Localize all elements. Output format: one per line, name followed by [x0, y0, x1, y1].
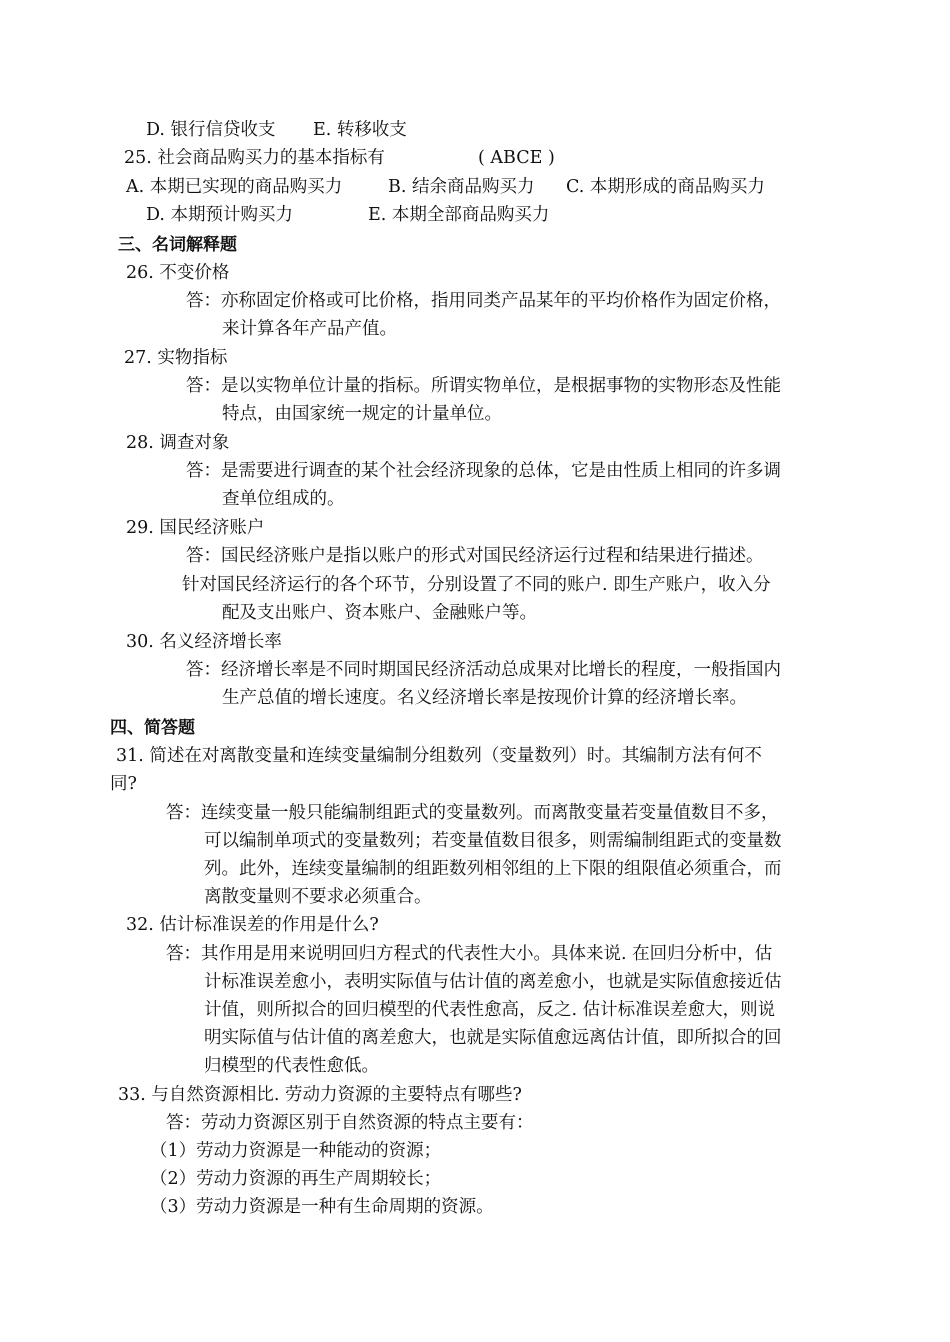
q25-answer: ( ABCE ) — [478, 148, 555, 168]
term-title: 28. 调查对象 — [126, 433, 230, 453]
q25-option-a: A. 本期已实现的商品购买力 — [126, 177, 343, 197]
answer-line: 可以编制单项式的变量数列；若变量值数目很多，则需编制组距式的变量数 — [204, 831, 782, 851]
list-item: （1）劳动力资源是一种能动的资源； — [150, 1141, 442, 1161]
answer-line: 答：经济增长率是不同时期国民经济活动总成果对比增长的程度，一般指国内 — [186, 660, 781, 680]
q25-option-d: D. 本期预计购买力 — [146, 205, 294, 225]
answer-line: 配及支出账户、资本账户、金融账户等。 — [222, 603, 537, 623]
q32-question: 32. 估计标准误差的作用是什么? — [126, 915, 379, 935]
answer-line: 来计算各年产品产值。 — [222, 319, 397, 339]
term-title: 26. 不变价格 — [126, 263, 230, 283]
answer-line: 针对国民经济运行的各个环节，分别设置了不同的账户. 即生产账户，收入分 — [182, 575, 771, 595]
term-title: 29. 国民经济账户 — [126, 518, 265, 538]
term-title: 30. 名义经济增长率 — [126, 632, 282, 652]
term-title: 27. 实物指标 — [124, 348, 228, 368]
answer-line: 答：亦称固定价格或可比价格，指用同类产品某年的平均价格作为固定价格， — [186, 291, 781, 311]
answer-line: 答：其作用是用来说明回归方程式的代表性大小。具体来说. 在回归分析中，估 — [166, 944, 773, 964]
answer-line: 答：劳动力资源区别于自然资源的特点主要有： — [166, 1113, 534, 1133]
q24-option-e: E. 转移收支 — [313, 120, 407, 140]
answer-line: 计值，则所拟合的回归模型的代表性愈高，反之. 估计标准误差愈大，则说 — [204, 1000, 776, 1020]
answer-line: 明实际值与估计值的离差愈大，也就是实际值愈远离估计值，即所拟合的回 — [204, 1028, 782, 1048]
answer-line: 答：连续变量一般只能编制组距式的变量数列。而离散变量若变量值数目不多， — [166, 803, 779, 823]
answer-line: 计标准误差愈小，表明实际值与估计值的离差愈小，也就是实际值愈接近估 — [204, 972, 782, 992]
list-item: （3）劳动力资源是一种有生命周期的资源。 — [150, 1197, 494, 1217]
q33-question: 33. 与自然资源相比. 劳动力资源的主要特点有哪些? — [118, 1085, 522, 1105]
q25-option-c: C. 本期形成的商品购买力 — [566, 177, 765, 197]
list-item: （2）劳动力资源的再生产周期较长； — [150, 1169, 442, 1189]
answer-line: 生产总值的增长速度。名义经济增长率是按现价计算的经济增长率。 — [222, 688, 747, 708]
q31-question: 31. 简述在对离散变量和连续变量编制分组数列（变量数列）时。其编制方法有何不 — [116, 746, 762, 766]
answer-line: 查单位组成的。 — [222, 489, 345, 509]
answer-line: 离散变量则不要求必须重合。 — [204, 887, 432, 907]
q25-option-b: B. 结余商品购买力 — [388, 177, 535, 197]
answer-line: 答：国民经济账户是指以账户的形式对国民经济运行过程和结果进行描述。 — [186, 546, 764, 566]
answer-line: 特点，由国家统一规定的计量单位。 — [222, 404, 502, 424]
section-heading-short-answer: 四、简答题 — [110, 718, 195, 738]
q31-question-cont: 同? — [110, 774, 137, 794]
answer-line: 列。此外，连续变量编制的组距数列相邻组的上下限的组限值必须重合，而 — [204, 859, 782, 879]
q24-option-d: D. 银行信贷收支 — [146, 120, 276, 140]
q25-question: 25. 社会商品购买力的基本指标有 — [124, 148, 385, 168]
answer-line: 答：是需要进行调查的某个社会经济现象的总体，它是由性质上相同的许多调 — [186, 461, 781, 481]
answer-line: 答：是以实物单位计量的指标。所谓实物单位，是根据事物的实物形态及性能 — [186, 376, 781, 396]
answer-line: 归模型的代表性愈低。 — [204, 1056, 379, 1076]
section-heading-terms: 三、名词解释题 — [118, 235, 237, 255]
q25-option-e: E. 本期全部商品购买力 — [368, 205, 550, 225]
